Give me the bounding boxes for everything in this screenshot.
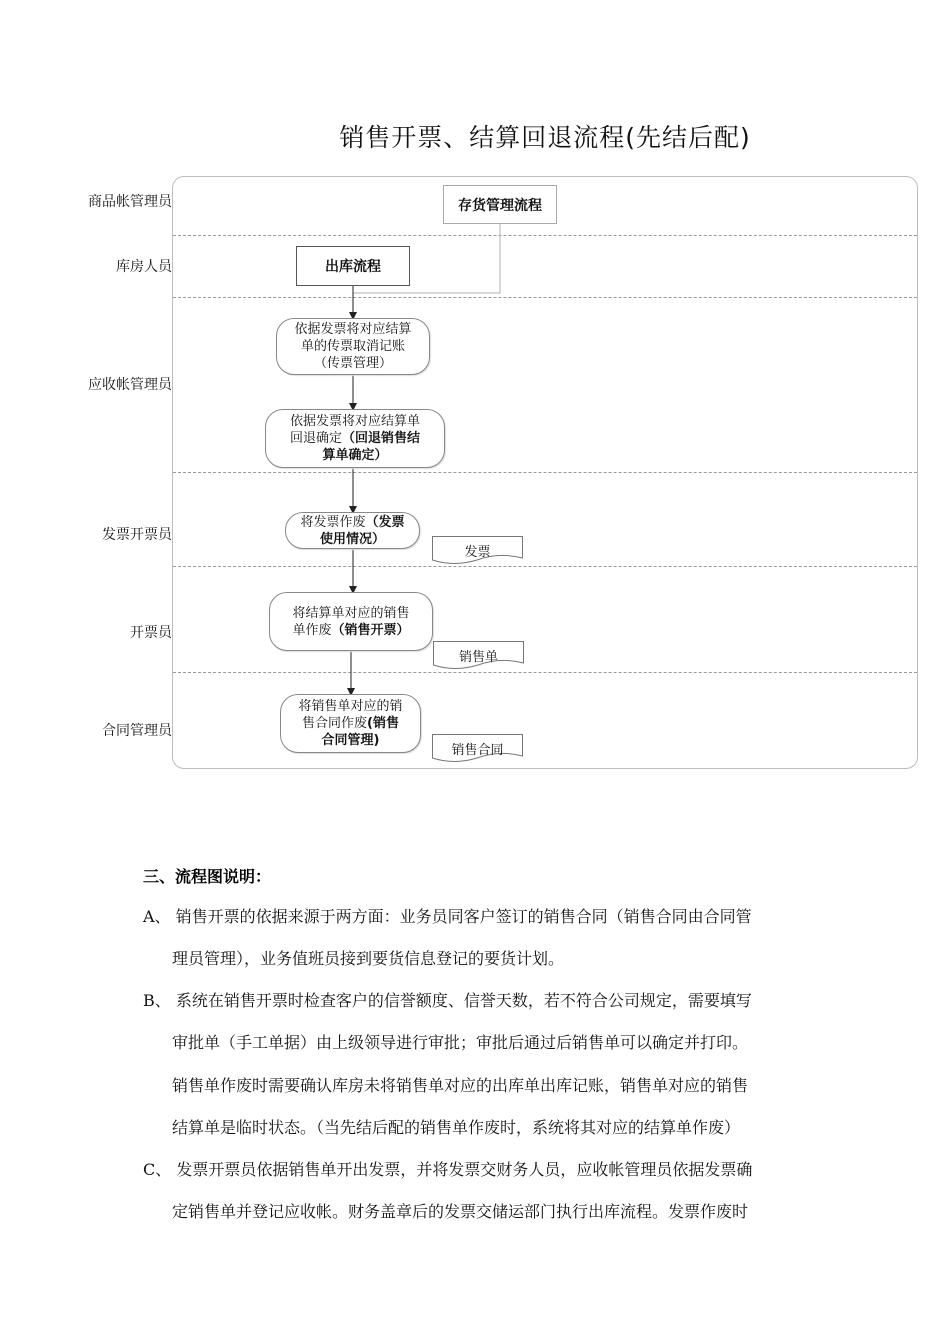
doc-sales-contract <box>432 734 523 764</box>
explanation-heading: 三、流程图说明： <box>143 867 272 886</box>
node-text: 将结算单对应的销售 <box>292 605 410 621</box>
lane-label-biller: 开票员 <box>130 625 172 641</box>
node-text: 依据发票将对应结算 <box>294 322 412 337</box>
node-text-bold: （发票 <box>365 514 405 530</box>
node-text-bold: (销售 <box>367 716 399 731</box>
node-text-bold: 算单确定） <box>322 448 388 463</box>
diagram-title: 销售开票、结算回退流程(先结后配) <box>339 123 751 152</box>
explanation-line: 销售单作废时需要确认库房未将销售单对应的出库单出库记账，销售单对应的销售 <box>172 1076 749 1095</box>
lane-label-goods-ledger: 商品帐管理员 <box>88 194 172 210</box>
node-text: 售合同作废 <box>302 716 368 731</box>
node-text-bold: 使用情况） <box>319 531 385 547</box>
node-text: （传票管理） <box>313 356 392 371</box>
lane-label-invoice-issuer: 发票开票员 <box>102 527 172 543</box>
explanation-line: 定销售单并登记应收帐。财务盖章后的发票交储运部门执行出库流程。发票作废时 <box>172 1202 749 1221</box>
node-text: 单的传票取消记账 <box>300 339 405 354</box>
node-text: 回退确定 <box>289 431 342 446</box>
node-outbound-process: 出库流程 <box>296 246 410 286</box>
node-text-bold: 合同管理) <box>321 733 380 748</box>
node-cancel-voucher <box>276 318 430 375</box>
lane-label-receivables: 应收帐管理员 <box>88 377 172 393</box>
node-text: 将发票作废 <box>300 514 366 530</box>
explanation-line: B、 系统在销售开票时检查客户的信誉额度、信誉天数，若不符合公司规定，需要填写 <box>143 991 752 1010</box>
node-text-bold: （回退销售结 <box>342 431 421 446</box>
lane-label-warehouse: 库房人员 <box>116 259 172 275</box>
doc-label: 销售单 <box>458 650 498 665</box>
node-inventory-process: 存货管理流程 <box>443 185 557 224</box>
node-text: 依据发票将对应结算单 <box>289 414 420 429</box>
explanation-line: A、 销售开票的依据来源于两方面：业务员同客户签订的销售合同（销售合同由合同管 <box>143 907 752 926</box>
node-void-sales-order <box>269 592 433 651</box>
doc-label: 销售合同 <box>451 743 504 758</box>
doc-sales-order <box>433 641 524 671</box>
explanation-line: 理员管理），业务值班员接到要货信息登记的要货计划。 <box>172 949 565 968</box>
node-text: 单作废 <box>292 622 332 638</box>
lane-label-contract: 合同管理员 <box>102 723 172 739</box>
explanation-line: C、 发票开票员依据销售单开出发票，并将发票交财务人员，应收帐管理员依据发票确 <box>143 1160 753 1179</box>
node-text-bold: （销售开票） <box>331 622 410 638</box>
node-void-invoice <box>285 512 420 549</box>
doc-label: 发票 <box>464 545 491 560</box>
node-text: 将销售单对应的销 <box>298 699 403 714</box>
node-void-contract <box>280 694 421 753</box>
doc-invoice <box>432 536 523 566</box>
explanation-line: 结算单是临时状态。（当先结后配的销售单作废时，系统将其对应的结算单作废） <box>172 1118 741 1137</box>
explanation-line: 审批单（手工单据）由上级领导进行审批；审批后通过后销售单可以确定并打印。 <box>172 1033 749 1052</box>
node-rollback-settlement <box>265 409 445 468</box>
